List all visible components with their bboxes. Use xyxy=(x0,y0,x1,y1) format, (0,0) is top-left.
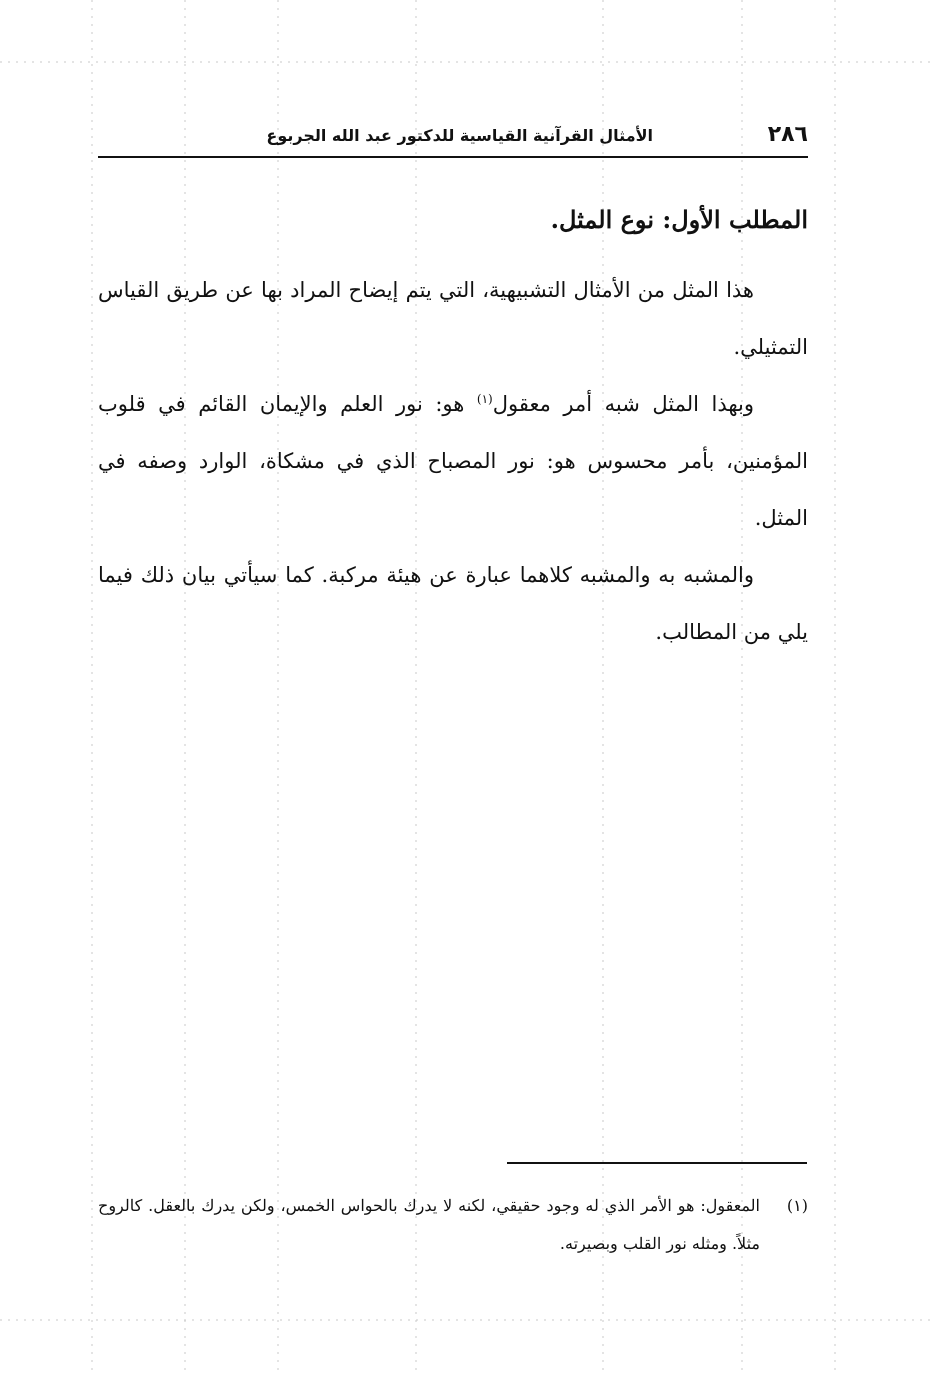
footnote-separator xyxy=(507,1162,807,1164)
book-page xyxy=(98,120,808,661)
paragraph: والمشبه به والمشبه كلاهما عبارة عن هيئة مركبة. كما سيأتي بيان ذلك فيما يلي من المطالب. xyxy=(98,563,808,644)
paragraph-text: هو: نور العلم والإيمان القائم في قلوب المؤمنين، بأمر محسوس هو: نور المصباح الذي في مشكاة، الوارد وصفه في المثل. xyxy=(98,392,808,530)
footnote-text: المعقول: هو الأمر الذي له وجود حقيقي، لكنه لا يدرك بالحواس الخمس، ولكن يدرك بالعقل. كالروح مثلاً. ومثله نور القلب وبصيرته. xyxy=(98,1196,761,1253)
page-number: ٢٨٦ xyxy=(767,122,808,147)
footnote-reference: (١) xyxy=(476,392,493,406)
footnotes xyxy=(98,1187,808,1263)
section-heading: المطلب الأول: نوع المثل. xyxy=(550,205,808,234)
footnote-number: (١) xyxy=(786,1196,808,1215)
paragraph: هذا المثل من الأمثال التشبيهية، التي يتم إيضاح المراد بها عن طريق القياس التمثيلي. xyxy=(98,278,808,359)
running-title: الأمثال القرآنية القياسية للدكتور عبد الله الجربوع xyxy=(266,126,653,145)
running-header xyxy=(98,120,808,158)
paragraph xyxy=(98,376,808,547)
paragraph-text: وبهذا المثل شبه أمر معقول xyxy=(492,392,755,416)
footnote xyxy=(98,1187,808,1263)
body-text xyxy=(98,262,808,661)
